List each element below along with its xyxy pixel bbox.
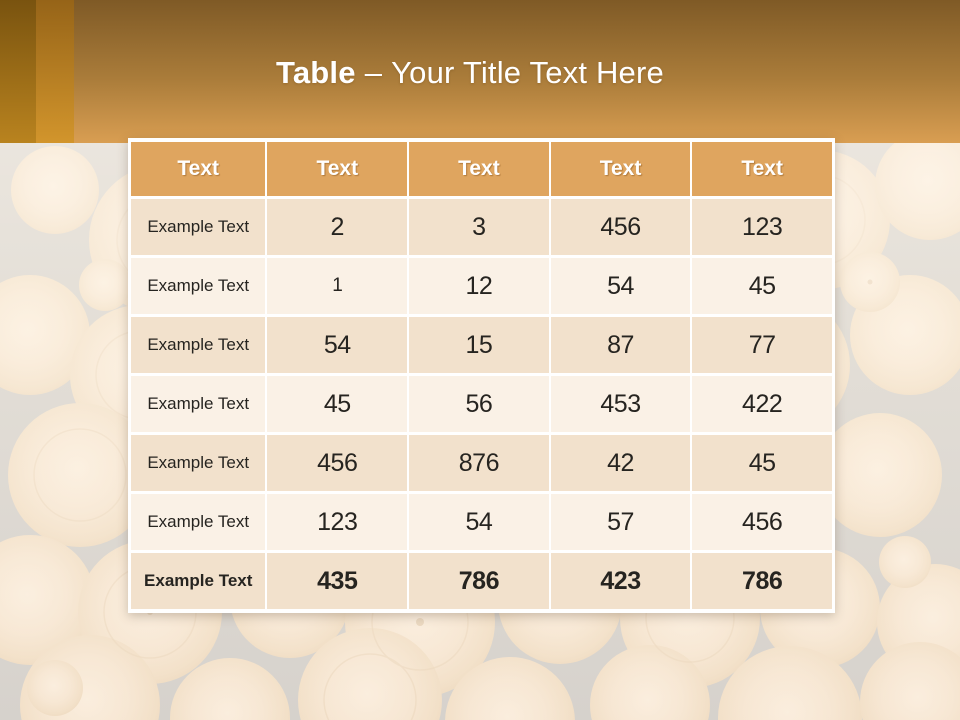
- value-cell: 453: [551, 376, 691, 432]
- value-cell: 42: [551, 435, 691, 491]
- value-cell: 456: [267, 435, 407, 491]
- row-label-cell: Example Text: [131, 199, 265, 255]
- value-cell: 12: [409, 258, 549, 314]
- table-header-row: [131, 142, 832, 196]
- row-label-cell: Example Text: [131, 376, 265, 432]
- value-cell: 422: [692, 376, 832, 432]
- data-table: [129, 139, 834, 612]
- value-cell: 123: [692, 199, 832, 255]
- column-header: Text: [409, 142, 549, 196]
- value-cell: 57: [551, 494, 691, 550]
- value-cell: 54: [267, 317, 407, 373]
- column-header: Text: [551, 142, 691, 196]
- value-cell: 45: [267, 376, 407, 432]
- value-cell: 2: [267, 199, 407, 255]
- value-cell: 15: [409, 317, 549, 373]
- value-cell: 786: [692, 553, 832, 609]
- column-header: Text: [267, 142, 407, 196]
- table-row: [131, 435, 832, 491]
- row-label-cell: Example Text: [131, 258, 265, 314]
- value-cell: 45: [692, 435, 832, 491]
- title-dash: –: [364, 55, 383, 90]
- value-cell: 3: [409, 199, 549, 255]
- value-cell: 54: [551, 258, 691, 314]
- value-cell: 456: [551, 199, 691, 255]
- value-cell: 1: [267, 258, 407, 314]
- table-row: [131, 258, 832, 314]
- value-cell: 77: [692, 317, 832, 373]
- page-title: [0, 55, 940, 91]
- value-cell: 876: [409, 435, 549, 491]
- table-row: [131, 376, 832, 432]
- data-table-container: [128, 138, 835, 613]
- value-cell: 456: [692, 494, 832, 550]
- row-label-cell: Example Text: [131, 553, 265, 609]
- table-row: [131, 317, 832, 373]
- value-cell: 123: [267, 494, 407, 550]
- value-cell: 54: [409, 494, 549, 550]
- value-cell: 423: [551, 553, 691, 609]
- title-emphasis: Table: [276, 55, 356, 90]
- value-cell: 56: [409, 376, 549, 432]
- table-total-row: [131, 553, 832, 609]
- table-row: [131, 199, 832, 255]
- row-label-cell: Example Text: [131, 494, 265, 550]
- value-cell: 45: [692, 258, 832, 314]
- column-header: Text: [692, 142, 832, 196]
- row-label-cell: Example Text: [131, 435, 265, 491]
- value-cell: 435: [267, 553, 407, 609]
- value-cell: 786: [409, 553, 549, 609]
- table-row: [131, 494, 832, 550]
- title-text: Your Title Text Here: [391, 55, 664, 90]
- value-cell: 87: [551, 317, 691, 373]
- row-label-cell: Example Text: [131, 317, 265, 373]
- column-header: Text: [131, 142, 265, 196]
